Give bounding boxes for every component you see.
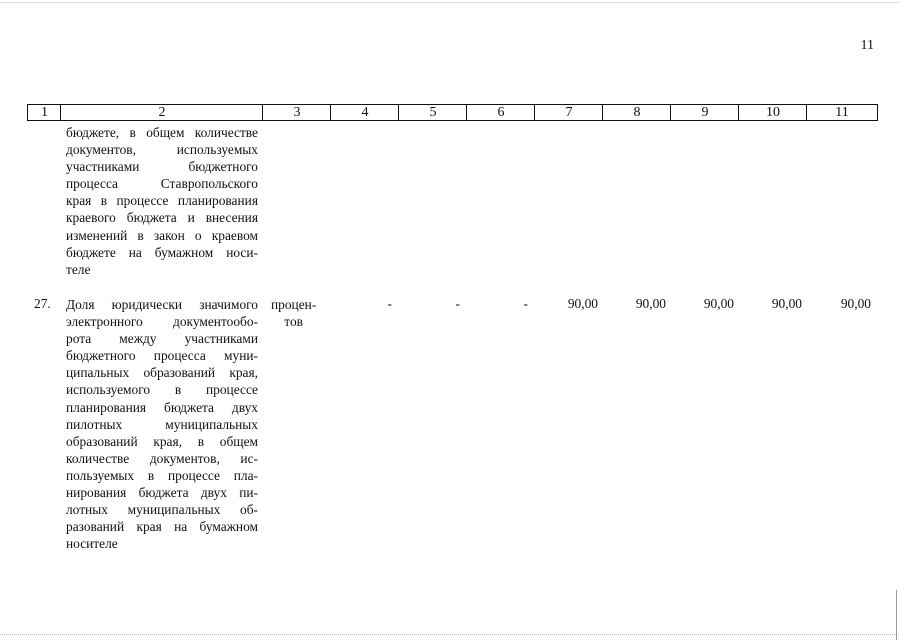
text-line: теле [66, 261, 91, 277]
value-col-10: 90,00 [771, 296, 802, 311]
scan-edge-right [896, 590, 897, 640]
header-cell-11: 11 [806, 104, 878, 121]
value-col-4: - [387, 296, 392, 311]
value-col-7: 90,00 [567, 296, 598, 311]
text-line: бюджете, в общем количестве [66, 125, 258, 140]
text-line: Доля юридически значимого [66, 297, 258, 312]
text-line: планирования бюджета двух [66, 399, 258, 415]
text-line: ципальных образований края, [66, 365, 258, 381]
value-col-5: - [455, 296, 460, 311]
text-line: пользуемых в процессе пла- [66, 467, 258, 483]
text-line: краевого бюджета и внесения [66, 210, 258, 226]
text-line: края в процессе планирования [66, 193, 258, 209]
unit-of-measure [271, 296, 316, 330]
scan-edge-top [0, 2, 899, 3]
continuation-indicator-text [66, 124, 258, 278]
header-cell-4: 4 [330, 104, 399, 121]
indicator-text [66, 296, 258, 552]
unit-line: тов [284, 314, 303, 330]
value-col-9: 90,00 [703, 296, 734, 311]
value-col-6: - [523, 296, 528, 311]
value-col-8: 90,00 [635, 296, 666, 311]
text-line: процесса Ставропольского [66, 176, 258, 192]
text-line: используемого в процессе [66, 382, 258, 398]
header-cell-8: 8 [602, 104, 671, 121]
text-line: рота между участниками [66, 331, 258, 347]
table-header-row [27, 104, 878, 121]
unit-line: процен- [271, 297, 317, 312]
text-line: участниками бюджетного [66, 159, 258, 175]
text-line: электронного документообо- [66, 314, 258, 330]
text-line: образований края, в общем [66, 433, 258, 449]
text-line: бюджете на бумажном носи- [66, 244, 258, 260]
text-line: разований края на бумажном [66, 519, 258, 535]
value-col-11: 90,00 [840, 296, 871, 311]
text-line: пилотных муниципальных [66, 416, 258, 432]
header-cell-10: 10 [738, 104, 807, 121]
header-cell-7: 7 [534, 104, 603, 121]
text-line: документов, используемых [66, 142, 258, 158]
scan-edge-bottom [0, 634, 899, 635]
row-number: 27. [34, 296, 51, 311]
text-line: носителе [66, 536, 118, 552]
header-cell-1: 1 [27, 104, 61, 121]
header-cell-2: 2 [60, 104, 263, 121]
text-line: бюджетного процесса муни- [66, 348, 258, 364]
text-line: нирования бюджета двух пи- [66, 485, 258, 501]
page-number: 11 [860, 38, 874, 53]
text-line: количестве документов, ис- [66, 450, 258, 466]
text-line: изменений в закон о краевом [66, 227, 258, 243]
header-cell-3: 3 [262, 104, 331, 121]
header-cell-6: 6 [466, 104, 535, 121]
header-cell-5: 5 [398, 104, 467, 121]
header-cell-9: 9 [670, 104, 739, 121]
text-line: лотных муниципальных об- [66, 502, 258, 518]
